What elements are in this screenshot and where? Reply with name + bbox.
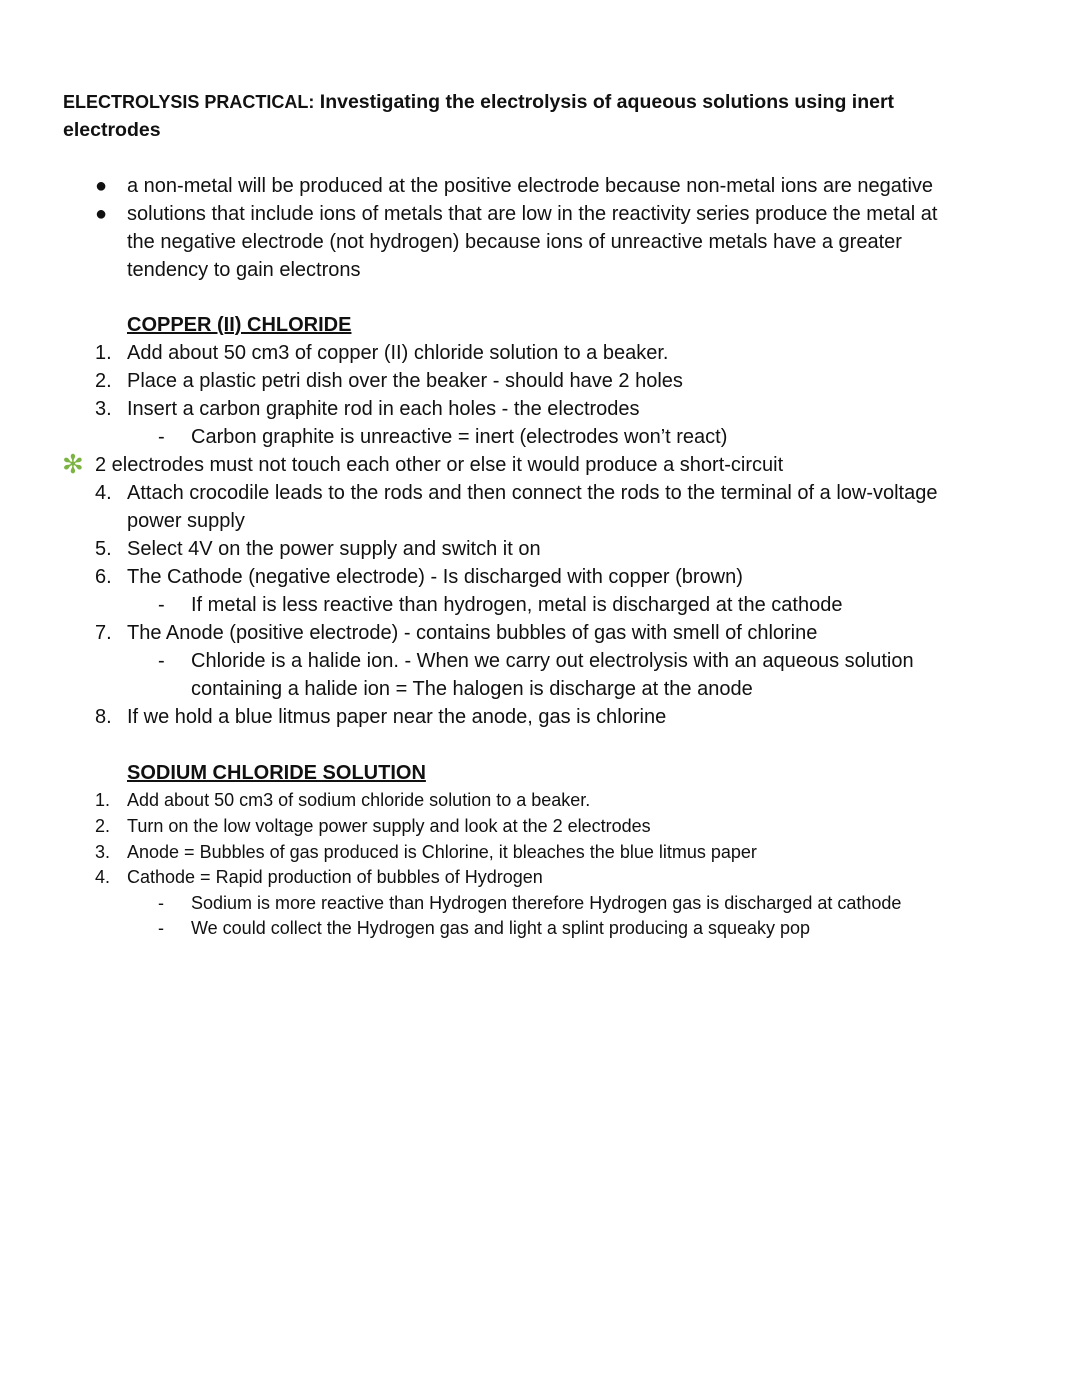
bullet-text: solutions that include ions of metals that are low in the reactivity series produce the metal at: [127, 203, 938, 225]
step-text: If metal is less reactive than hydrogen, metal is discharged at the cathode: [191, 594, 843, 616]
step-number: 7.: [95, 622, 112, 644]
title-line-2: electrodes: [63, 119, 161, 141]
step-number: 1.: [95, 342, 112, 364]
step-number: 2.: [95, 816, 111, 836]
step-number: 5.: [95, 538, 112, 560]
step-text: Place a plastic petri dish over the beaker - should have 2 holes: [127, 370, 683, 392]
step-text: Attach crocodile leads to the rods and then connect the rods to the terminal of a low-voltage: [127, 482, 938, 504]
title-line-1: [63, 88, 894, 116]
step-text: Carbon graphite is unreactive = inert (electrodes won’t react): [191, 426, 728, 448]
title-lead: ELECTROLYSIS PRACTICAL:: [63, 92, 315, 112]
step-text: We could collect the Hydrogen gas and light a splint producing a squeaky pop: [191, 918, 811, 938]
step-text: Add about 50 cm3 of sodium chloride solution to a beaker.: [127, 790, 591, 810]
step-text: power supply: [127, 510, 245, 532]
step-number: 3.: [95, 398, 112, 420]
dash-marker: -: [158, 650, 165, 672]
bullet-marker: ●: [95, 175, 108, 197]
bullet-text: tendency to gain electrons: [127, 259, 361, 281]
step-text: Cathode = Rapid production of bubbles of Hydrogen: [127, 867, 543, 887]
step-number: 4.: [95, 867, 111, 887]
step-text: Anode = Bubbles of gas produced is Chlorine, it bleaches the blue litmus paper: [127, 842, 757, 862]
copper-chloride-heading: COPPER (II) CHLORIDE: [127, 314, 352, 336]
step-number: 8.: [95, 706, 112, 728]
title-rest: Investigating the electrolysis of aqueous solutions using inert: [314, 91, 895, 113]
dash-marker: -: [158, 426, 165, 448]
step-number: 6.: [95, 566, 112, 588]
step-number: 2.: [95, 370, 112, 392]
step-text: If we hold a blue litmus paper near the anode, gas is chlorine: [127, 706, 667, 728]
step-text: The Cathode (negative electrode) - Is discharged with copper (brown): [127, 566, 743, 588]
bullet-marker: ●: [95, 203, 108, 225]
step-text: containing a halide ion = The halogen is discharge at the anode: [191, 678, 753, 700]
sodium-chloride-heading: SODIUM CHLORIDE SOLUTION: [127, 762, 426, 784]
bullet-text: the negative electrode (not hydrogen) because ions of unreactive metals have a greater: [127, 231, 902, 253]
step-text: 2 electrodes must not touch each other or else it would produce a short-circuit: [95, 454, 784, 476]
step-text: Sodium is more reactive than Hydrogen therefore Hydrogen gas is discharged at cathode: [191, 893, 902, 913]
bullet-text: a non-metal will be produced at the positive electrode because non-metal ions are negative: [127, 175, 934, 197]
step-number: 4.: [95, 482, 112, 504]
step-number: 3.: [95, 842, 111, 862]
step-text: The Anode (positive electrode) - contains bubbles of gas with smell of chlorine: [127, 622, 818, 644]
asterisk-icon: ✻: [62, 449, 84, 479]
dash-marker: -: [158, 918, 164, 938]
step-number: 1.: [95, 790, 111, 810]
step-text: Chloride is a halide ion. - When we carry out electrolysis with an aqueous solution: [191, 650, 914, 672]
step-text: Turn on the low voltage power supply and look at the 2 electrodes: [127, 816, 651, 836]
step-text: Add about 50 cm3 of copper (II) chloride solution to a beaker.: [127, 342, 669, 364]
dash-marker: -: [158, 893, 164, 913]
step-text: Select 4V on the power supply and switch it on: [127, 538, 541, 560]
step-text: Insert a carbon graphite rod in each holes - the electrodes: [127, 398, 640, 420]
dash-marker: -: [158, 594, 165, 616]
